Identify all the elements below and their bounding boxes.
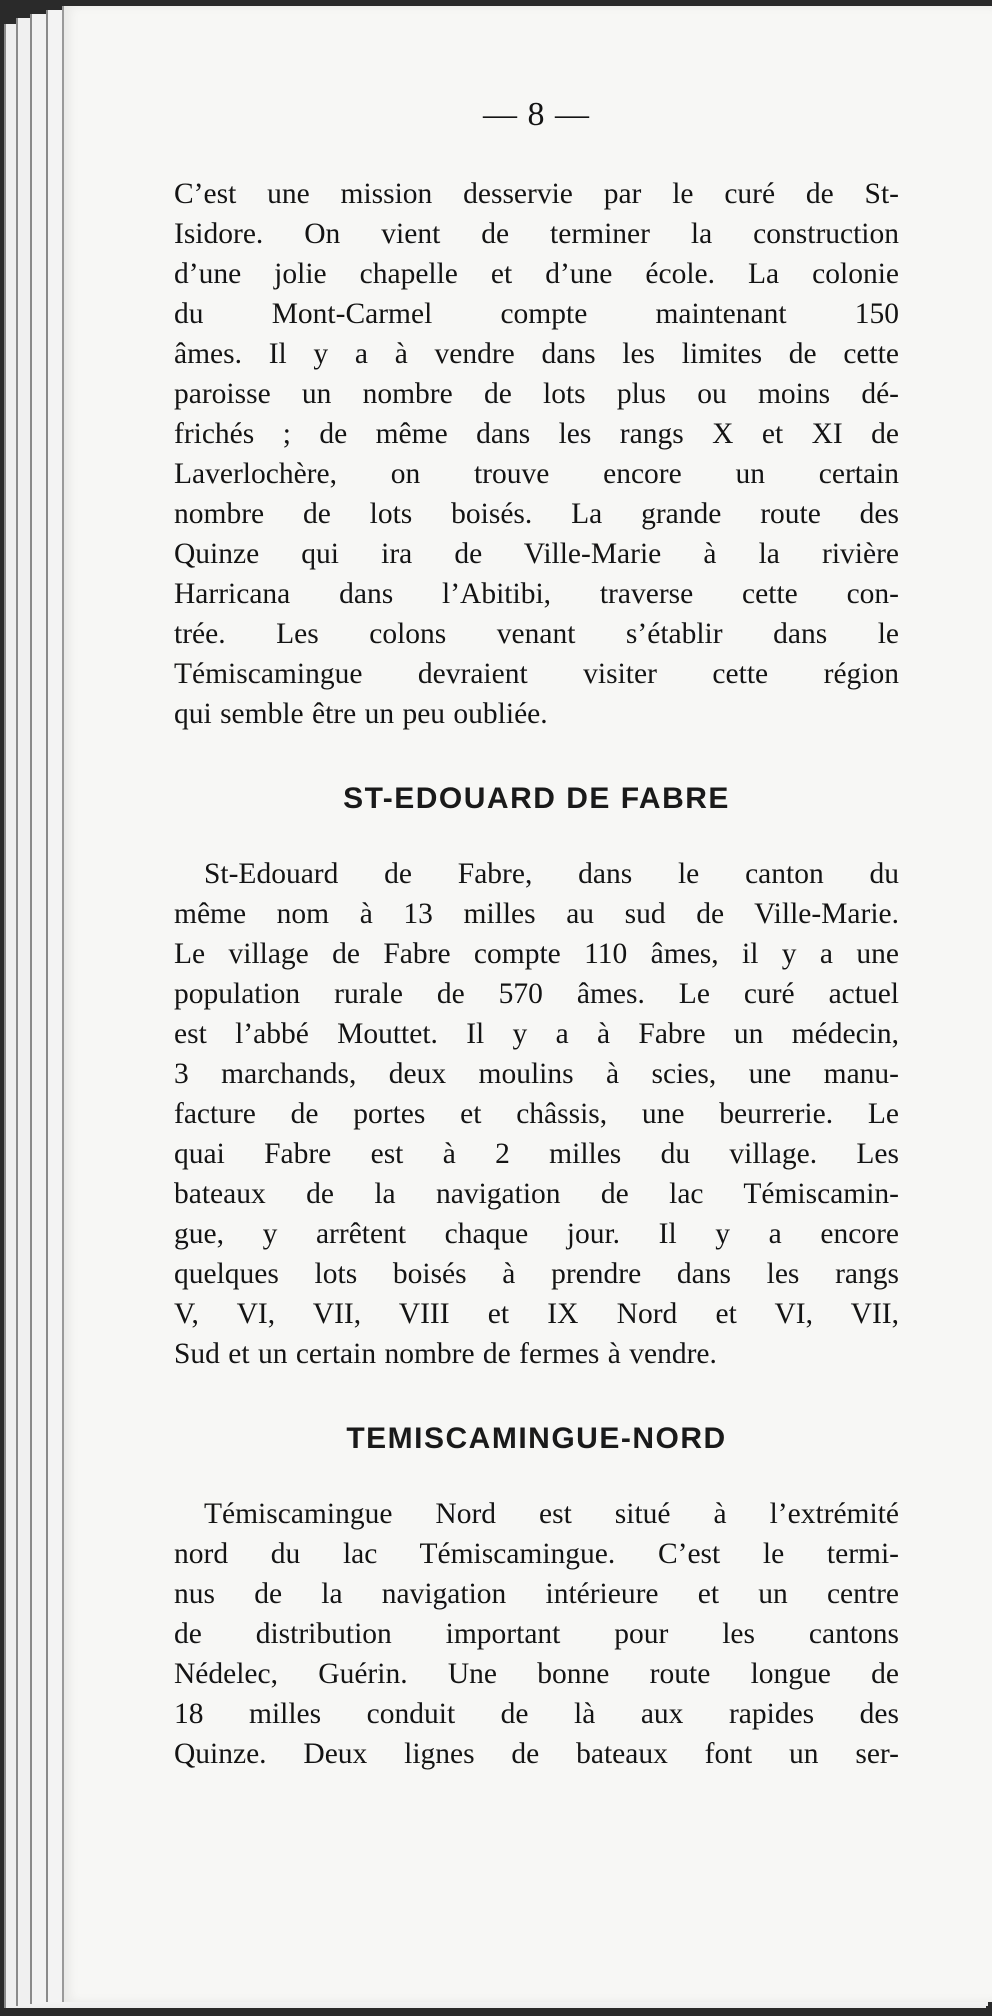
temiscamingue-nord-paragraph [174,1494,899,1774]
page-number: — 8 — [483,96,590,133]
intro-paragraph [174,174,899,734]
text-line: est l’abbé Mouttet. Il y a à Fabre un médecin, [174,1018,899,1050]
text-line: Harricana dans l’Abitibi, traverse cette con- [174,578,899,610]
text-line: Sud et un certain nombre de fermes à vendre. [174,1338,717,1370]
text-line: Quinze. Deux lignes de bateaux font un ser- [174,1738,899,1770]
text-line: Laverlochère, on trouve encore un certain [174,458,899,490]
text-line: bateaux de la navigation de lac Témiscamin- [174,1178,899,1210]
text-line: 3 marchands, deux moulins à scies, une manu- [174,1058,899,1090]
text-line: Quinze qui ira de Ville-Marie à la rivière [174,538,899,570]
text-line: Isidore. On vient de terminer la construction [174,218,899,250]
text-line: même nom à 13 milles au sud de Ville-Marie. [174,898,899,930]
text-line: Le village de Fabre compte 110 âmes, il y a une [174,938,899,970]
section-heading-temiscamingue-nord: TEMISCAMINGUE-NORD [346,1422,727,1455]
text-line: du Mont-Carmel compte maintenant 150 [174,298,899,330]
text-line: Témiscamingue Nord est situé à l’extrémité [204,1498,899,1530]
section-heading-st-edouard: ST-EDOUARD DE FABRE [343,782,730,815]
text-line: quai Fabre est à 2 milles du village. Les [174,1138,899,1170]
text-line: quelques lots boisés à prendre dans les rangs [174,1258,899,1290]
text-line: nus de la navigation intérieure et un centre [174,1578,899,1610]
book-page [62,6,992,2002]
text-line: trée. Les colons venant s’établir dans le [174,618,899,650]
text-line: nombre de lots boisés. La grande route des [174,498,899,530]
st-edouard-paragraph [174,854,899,1374]
text-line: âmes. Il y a à vendre dans les limites de cette [174,338,899,370]
text-line: Nédelec, Guérin. Une bonne route longue de [174,1658,899,1690]
text-line: facture de portes et châssis, une beurrerie. Le [174,1098,899,1130]
text-line: frichés ; de même dans les rangs X et XI de [174,418,899,450]
text-line: de distribution important pour les cantons [174,1618,899,1650]
text-line: V, VI, VII, VIII et IX Nord et VI, VII, [174,1298,899,1330]
text-line: d’une jolie chapelle et d’une école. La colonie [174,258,899,290]
text-line: C’est une mission desservie par le curé de St- [174,178,899,210]
text-line: qui semble être un peu oubliée. [174,698,548,730]
text-line: nord du lac Témiscamingue. C’est le termi- [174,1538,899,1570]
text-line: paroisse un nombre de lots plus ou moins dé- [174,378,899,410]
text-line: 18 milles conduit de là aux rapides des [174,1698,899,1730]
page-content [174,96,899,1774]
text-line: St-Edouard de Fabre, dans le canton du [204,858,899,890]
text-line: gue, y arrêtent chaque jour. Il y a encore [174,1218,899,1250]
text-line: population rurale de 570 âmes. Le curé actuel [174,978,899,1010]
text-line: Témiscamingue devraient visiter cette région [174,658,899,690]
